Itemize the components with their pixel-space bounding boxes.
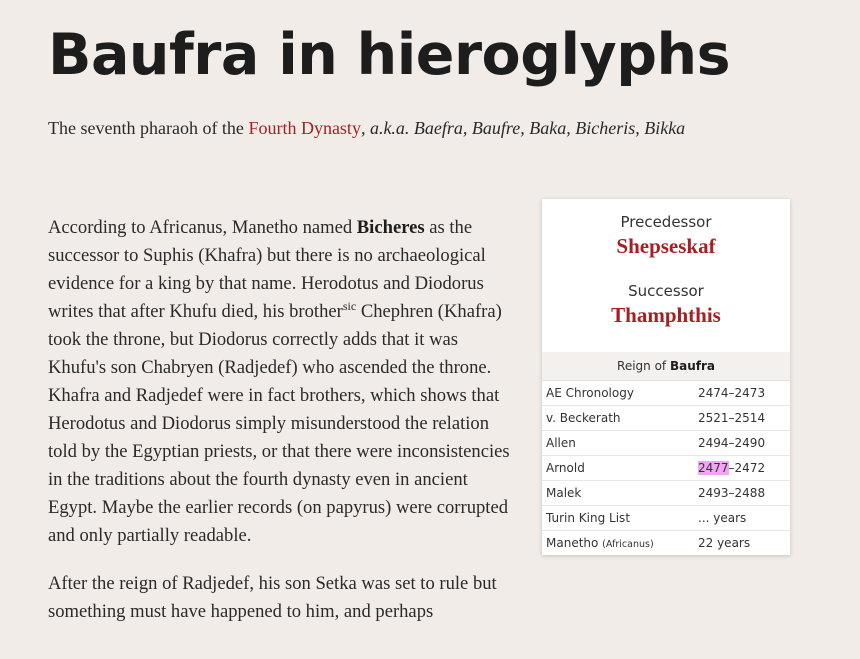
row-years: ... years [698, 511, 747, 525]
reign-row-manetho [542, 531, 790, 555]
reign-row-arnold [542, 456, 790, 481]
reign-name: Baufra [669, 359, 715, 373]
paragraph-2: After the reign of Radjedef, his son Setka was set to rule but something must have happened to him, and perhaps [48, 573, 497, 622]
fourth-dynasty-link[interactable]: Fourth Dynasty [248, 118, 361, 138]
article-body [48, 214, 520, 646]
row-source: AE Chronology [546, 386, 634, 400]
reign-row-ae-chronology [542, 381, 790, 406]
predecessor-block [542, 199, 790, 260]
page-subtitle [48, 115, 685, 141]
paragraph-1 [48, 214, 520, 550]
row-years: 2494–2490 [698, 436, 766, 450]
row-years: 2521–2514 [698, 411, 766, 425]
reign-row-beckerath [542, 406, 790, 431]
p1-text-2: as the successor to Suphis (Khafra) but there is no archaeological evidence for a king by that name. Herodotus and Diodorus writes that after Khufu died, his brother [48, 217, 486, 322]
successor-label: Successor [628, 282, 704, 300]
row-source-name: Manetho [546, 536, 603, 550]
reign-label: Reign of [617, 359, 670, 373]
p1-text-1: According to Africanus, Manetho named [48, 217, 357, 238]
subtitle-prefix: The seventh pharaoh of the [48, 118, 249, 138]
row-years-rest: –2472 [728, 461, 766, 475]
row-source: Allen [546, 436, 576, 450]
row-years: 2474–2473 [698, 386, 766, 400]
sic-note: sic [342, 299, 357, 313]
row-source-note: (Africanus) [602, 539, 654, 550]
row-source: Arnold [546, 461, 585, 475]
reign-row-turin-king-list [542, 506, 790, 531]
predecessor-link[interactable]: Shepseskaf [616, 234, 716, 258]
reign-infobox [542, 199, 790, 555]
page-title: Baufra in hieroglyphs [48, 22, 731, 88]
reign-table [542, 381, 790, 555]
row-source: Malek [546, 486, 582, 500]
subtitle-aka: , a.k.a. Baefra, Baufre, Baka, Bicheris, Bikka [360, 118, 686, 138]
reign-row-malek [542, 481, 790, 506]
reign-row-allen [542, 431, 790, 456]
row-years: 22 years [698, 536, 751, 550]
reign-header [542, 352, 790, 381]
successor-link[interactable]: Thamphthis [611, 303, 721, 327]
successor-block [542, 260, 790, 352]
p1-bold-bicheres: Bicheres [356, 217, 425, 238]
predecessor-label: Precedessor [620, 213, 712, 231]
row-source [542, 531, 698, 555]
p1-text-3: Chephren (Khafra) took the throne, but Diodorus correctly adds that it was Khufu's son Chabryen (Radjedef) who ascended the throne. Khafra and Radjedef were in fact brothers, which shows that Herodotus and Diodorus simply misunderstood the relation told by the Egyptian priests, or that there were inconsistencies in the traditions about the fourth dynasty even in ancient Egypt. Maybe the earlier records (on papyrus) were corrupted and only partially readable. [48, 301, 510, 546]
row-source: v. Beckerath [546, 411, 621, 425]
row-source: Turin King List [546, 511, 631, 525]
row-years: 2493–2488 [698, 486, 766, 500]
row-years [698, 456, 765, 480]
highlighted-year[interactable]: 2477 [698, 461, 729, 475]
